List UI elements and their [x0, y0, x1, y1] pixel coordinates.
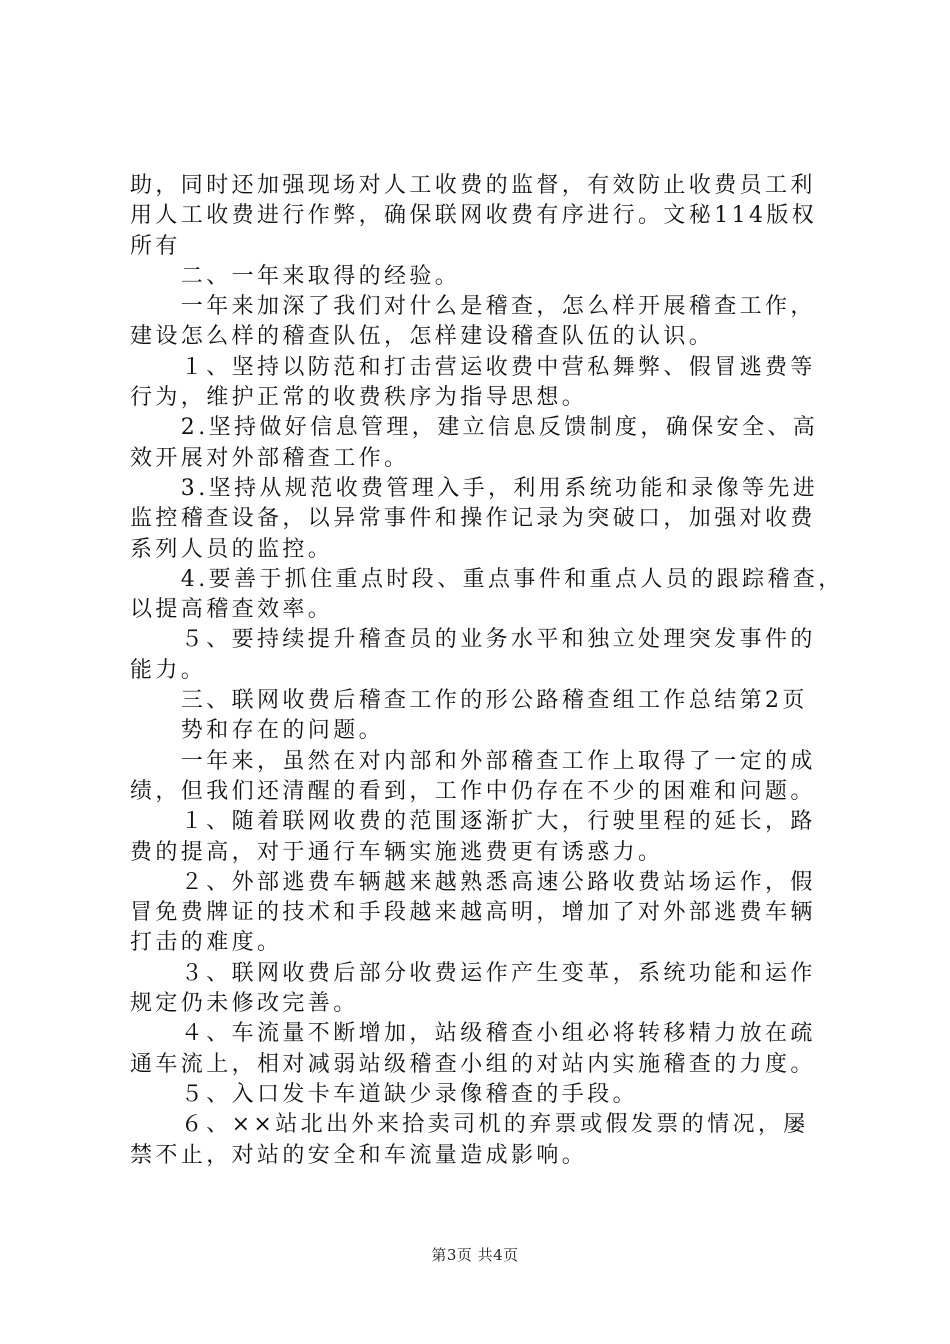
text-line: 一年来，虽然在对内部和外部稽查工作上取得了一定的成	[130, 748, 816, 774]
text-line: 建设怎么样的稽查队伍，怎样建设稽查队伍的认识。	[130, 324, 715, 350]
body-text	[130, 171, 844, 1171]
text-line: ６、××站北出外来拾卖司机的弃票或假发票的情况，屡	[130, 1112, 809, 1138]
text-line: 以提高稽查效率。	[130, 597, 334, 623]
text-line: ５、入口发卡车道缺少录像稽查的手段。	[130, 1081, 639, 1107]
text-line: 2.坚持做好信息管理，建立信息反馈制度，确保安全、高	[130, 415, 819, 441]
text-line: 绩，但我们还清醒的看到，工作中仍存在不少的困难和问题。	[130, 778, 816, 804]
text-line: 二、一年来取得的经验。	[130, 263, 461, 289]
page-footer: 第3页 共4页	[431, 1246, 519, 1264]
text-line: 一年来加深了我们对什么是稽查，怎么样开展稽查工作，	[130, 294, 816, 320]
text-line: 冒免费牌证的技术和手段越来越高明，增加了对外部逃费车辆	[130, 900, 816, 926]
text-line: 费的提高，对于通行车辆实施逃费更有诱惑力。	[130, 839, 664, 865]
text-line: 能力。	[130, 657, 207, 683]
text-line: 系列人员的监控。	[130, 536, 334, 562]
text-line: 规定仍未修改完善。	[130, 991, 359, 1017]
text-line: ４、车流量不断增加，站级稽查小组必将转移精力放在疏	[130, 1021, 816, 1047]
text-line: ５、要持续提升稽查员的业务水平和独立处理突发事件的	[130, 627, 816, 653]
text-line: 势和存在的问题。	[130, 718, 385, 744]
text-line: 通车流上，相对减弱站级稽查小组的对站内实施稽查的力度。	[130, 1051, 816, 1077]
text-line: 用人工收费进行作弊，确保联网收费有序进行。文秘114版权	[130, 203, 818, 229]
text-line: 3.坚持从规范收费管理入手，利用系统功能和录像等先进	[130, 475, 819, 501]
text-line: ２、外部逃费车辆越来越熟悉高速公路收费站场运作，假	[130, 869, 816, 895]
text-line: 监控稽查设备，以异常事件和操作记录为突破口，加强对收费	[130, 506, 816, 532]
text-line: 4.要善于抓住重点时段、重点事件和重点人员的跟踪稽查，	[130, 566, 844, 592]
text-line: １、坚持以防范和打击营运收费中营私舞弊、假冒逃费等	[130, 354, 816, 380]
text-line: １、随着联网收费的范围逐渐扩大，行驶里程的延长，路	[130, 809, 816, 835]
text-line: 行为，维护正常的收费秩序为指导思想。	[130, 385, 588, 411]
text-line: ３、联网收费后部分收费运作产生变革，系统功能和运作	[130, 960, 816, 986]
text-line: 禁不止，对站的安全和车流量造成影响。	[130, 1142, 588, 1168]
text-line: 效开展对外部稽查工作。	[130, 445, 410, 471]
text-line: 三、联网收费后稽查工作的形公路稽查组工作总结第2页	[130, 688, 808, 714]
text-line: 所有	[130, 233, 181, 259]
text-line: 助，同时还加强现场对人工收费的监督，有效防止收费员工利	[130, 173, 816, 198]
text-line: 打击的难度。	[130, 930, 283, 956]
